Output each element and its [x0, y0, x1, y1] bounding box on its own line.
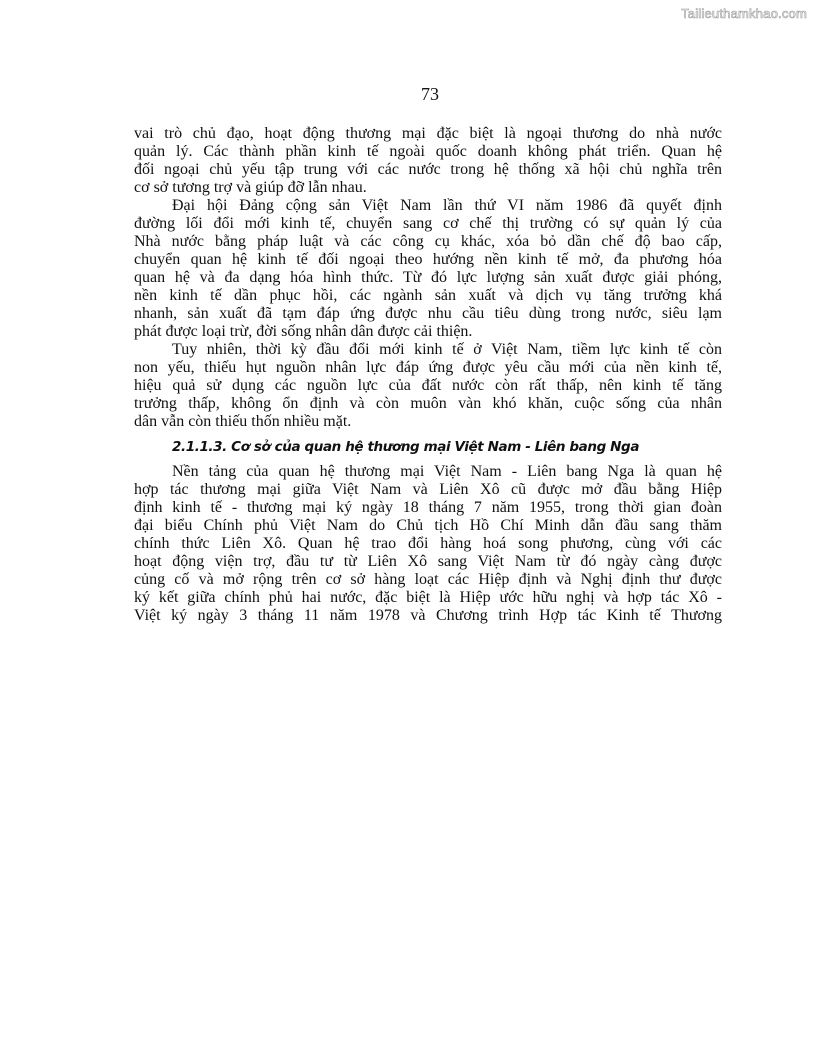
paragraph-1 [134, 125, 722, 197]
text-line: đường lối đổi mới kinh tế, chuyển sang cơ chế thị trường có sự quản lý của [134, 215, 722, 232]
text-line: dân vẫn còn thiếu thốn nhiều mặt. [134, 413, 352, 430]
section-heading: 2.1.1.3. Cơ sở của quan hệ thương mại Việt Nam - Liên bang Nga [172, 439, 640, 455]
watermark-text: Tailieuthamkhao.com [681, 6, 807, 21]
paragraph-4 [134, 463, 722, 625]
text-line: Nhà nước bằng pháp luật và các công cụ khác, xóa bỏ dần chế độ bao cấp, [134, 233, 722, 250]
text-line: Nền tảng của quan hệ thương mại Việt Nam - Liên bang Nga là quan hệ [172, 463, 722, 481]
document-body [134, 125, 722, 625]
paragraph-2 [134, 197, 722, 341]
text-line: vai trò chủ đạo, hoạt động thương mại đặc biệt là ngoại thương do nhà nước [134, 125, 722, 142]
text-line: quản lý. Các thành phần kinh tế ngoài quốc doanh không phát triển. Quan hệ [134, 143, 722, 160]
text-line: hiệu quả sử dụng các nguồn lực của đất nước còn rất thấp, nên kinh tế tăng [134, 377, 722, 394]
text-line: củng cố và mở rộng trên cơ sở hàng loạt các Hiệp định và Nghị định thư được [134, 571, 722, 589]
text-line: hoạt động viện trợ, đầu tư từ Liên Xô sang Việt Nam từ đó ngày càng được [134, 553, 722, 571]
text-line: ký kết giữa chính phủ hai nước, đặc biệt là Hiệp ước hữu nghị và hợp tác Xô - [134, 589, 722, 607]
text-line: Đại hội Đảng cộng sản Việt Nam lần thứ VI năm 1986 đã quyết định [172, 197, 722, 214]
text-line: Việt ký ngày 3 tháng 11 năm 1978 và Chương trình Hợp tác Kinh tế Thương [134, 607, 722, 625]
text-line: chính thức Liên Xô. Quan hệ trao đổi hàng hoá song phương, cùng với các [134, 535, 722, 553]
text-line: cơ sở tương trợ và giúp đỡ lẫn nhau. [134, 179, 367, 196]
text-line: hợp tác thương mại giữa Việt Nam và Liên Xô cũ được mở đầu bằng Hiệp [134, 481, 722, 499]
text-line: nền kinh tế dần phục hồi, các ngành sản xuất và dịch vụ tăng trưởng khá [134, 287, 722, 304]
text-line: đại biểu Chính phủ Việt Nam do Chủ tịch Hồ Chí Minh dẫn đầu sang thăm [134, 517, 722, 535]
text-line: Tuy nhiên, thời kỳ đầu đổi mới kinh tế ở Việt Nam, tiềm lực kinh tế còn [172, 341, 722, 358]
text-line: định kinh tế - thương mại ký ngày 18 tháng 7 năm 1955, trong thời gian đoàn [134, 499, 722, 517]
text-line: phát được loại trừ, đời sống nhân dân được cải thiện. [134, 323, 473, 340]
text-line: trưởng thấp, không ổn định và còn muôn vàn khó khăn, cuộc sống của nhân [134, 395, 722, 412]
paragraph-3 [134, 341, 722, 431]
page-number: 73 [421, 84, 439, 104]
text-line: non yếu, thiếu hụt nguồn nhân lực đáp ứng được yêu cầu mới của nền kinh tế, [134, 359, 722, 376]
text-line: nhanh, sản xuất đã tạm đáp ứng được nhu cầu tiêu dùng trong nước, siêu lạm [134, 305, 722, 322]
text-line: chuyển quan hệ kinh tế đối ngoại theo hướng nền kinh tế mở, đa phương hóa [134, 251, 722, 268]
text-line: đối ngoại chủ yếu tập trung với các nước trong hệ thống xã hội chủ nghĩa trên [134, 161, 722, 178]
text-line: quan hệ và đa dạng hóa hình thức. Từ đó lực lượng sản xuất được giải phóng, [134, 269, 722, 286]
